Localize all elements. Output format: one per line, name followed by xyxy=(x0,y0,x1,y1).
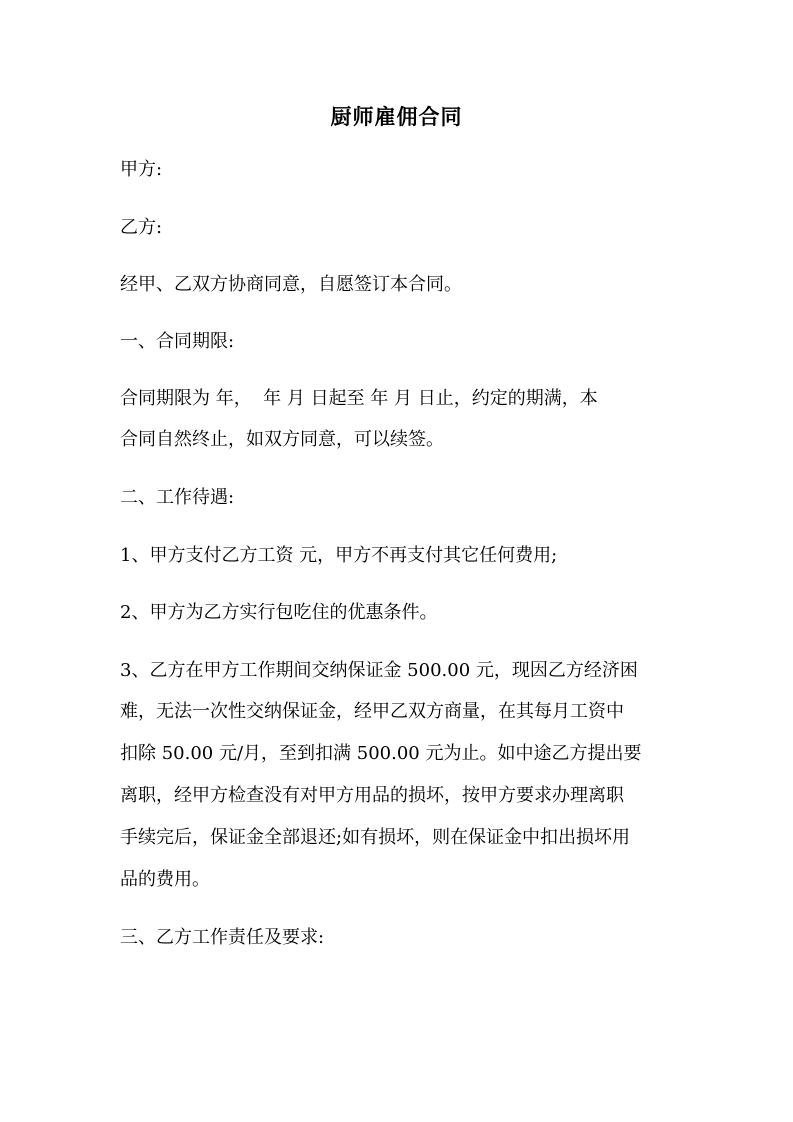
agreement-intro-line: 经甲、乙双方协商同意，自愿签订本合同。 xyxy=(120,274,462,295)
item-three-line-5: 手续完后，保证金全部退还;如有损坏，则在保证金中扣出损坏用 xyxy=(120,827,631,848)
item-three-line-3: 扣除 50.00 元/月，至到扣满 500.00 元为止。如中途乙方提出要 xyxy=(120,743,642,764)
document-title: 厨师雇佣合同 xyxy=(330,104,463,129)
item-three-line-1: 3、乙方在甲方工作期间交纳保证金 500.00 元，现因乙方经济困 xyxy=(120,660,638,681)
item-three-line-6: 品的费用。 xyxy=(120,869,210,890)
section-one-heading: 一、合同期限: xyxy=(120,331,235,352)
contract-term-line-1: 合同期限为 年， 年 月 日起至 年 月 日止，约定的期满，本 xyxy=(120,388,598,409)
contract-term-line-2: 合同自然终止，如双方同意，可以续签。 xyxy=(120,429,444,450)
item-three-line-4: 离职，经甲方检查没有对甲方用品的损坏，按甲方要求办理离职 xyxy=(120,785,624,806)
item-two-line: 2、甲方为乙方实行包吃住的优惠条件。 xyxy=(120,602,438,623)
section-three-heading: 三、乙方工作责任及要求: xyxy=(120,927,325,948)
section-two-heading: 二、工作待遇: xyxy=(120,487,235,508)
party-b-line: 乙方: xyxy=(120,217,163,238)
item-one-line: 1、甲方支付乙方工资 元，甲方不再支付其它任何费用; xyxy=(120,545,558,566)
party-a-line: 甲方: xyxy=(120,159,163,180)
item-three-line-2: 难，无法一次性交纳保证金，经甲乙双方商量，在其每月工资中 xyxy=(120,701,624,722)
